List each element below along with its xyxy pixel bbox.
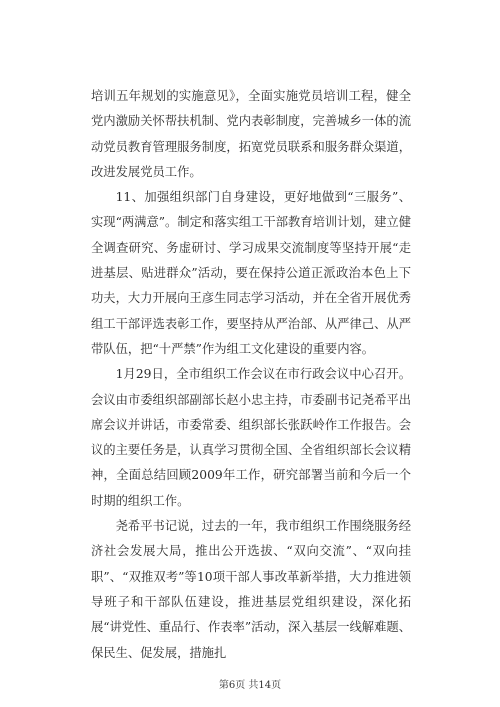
document-body xyxy=(91,84,411,666)
paragraph-meeting-report: 1月29日，全市组织工作会议在市行政会议中心召开。会议由市委组织部副部长赵小忠主持，市委副书记尧希平出席会议并讲话，市委常委、组织部长张跃岭作工作报告。会议的主要任务是，认真学习贯彻全国、全省组织部长会议精神，全面总结回顾2009年工作，研究部署当前和今后一个时期的组织工作。 xyxy=(91,367,411,508)
paragraph-item-11: 11、加强组织部门自身建设，更好地做到“三服务”、实现“两满意”。制定和落实组工干部教育培训计划，建立健全调查研究、务虚研讨、学习成果交流制度等坚持开展“走进基层、贴进群众”活动，要在保持公道正派政治本色上下功夫，大力开展向王彦生同志学习活动，并在全省开展优秀组工干部评选表彰工作，要坚持从严治部、从严律己、从严带队伍，把“十严禁”作为组工文化建设的重要内容。 xyxy=(91,190,411,356)
paragraph-speech-summary: 尧希平书记说，过去的一年，我市组织工作围绕服务经济社会发展大局，推出公开选拔、“双向交流”、“双向挂职”、“双推双考”等10项干部人事改革新举措，大力推进领导班子和干部队伍建设，推进基层党组织建设，深化拓展“讲党性、重品行、作表率”活动，深入基层一线解难题、保民生、促发展，措施扎 xyxy=(91,519,411,660)
page-footer: 第6页 共14页 xyxy=(218,680,282,691)
paragraph-continued: 培训五年规划的实施意见》，全面实施党员培训工程，健全党内激励关怀帮扶机制、党内表彰制度，完善城乡一体的流动党员教育管理服务制度，拓宽党员联系和服务群众渠道，改进发展党员工作。 xyxy=(91,89,411,179)
